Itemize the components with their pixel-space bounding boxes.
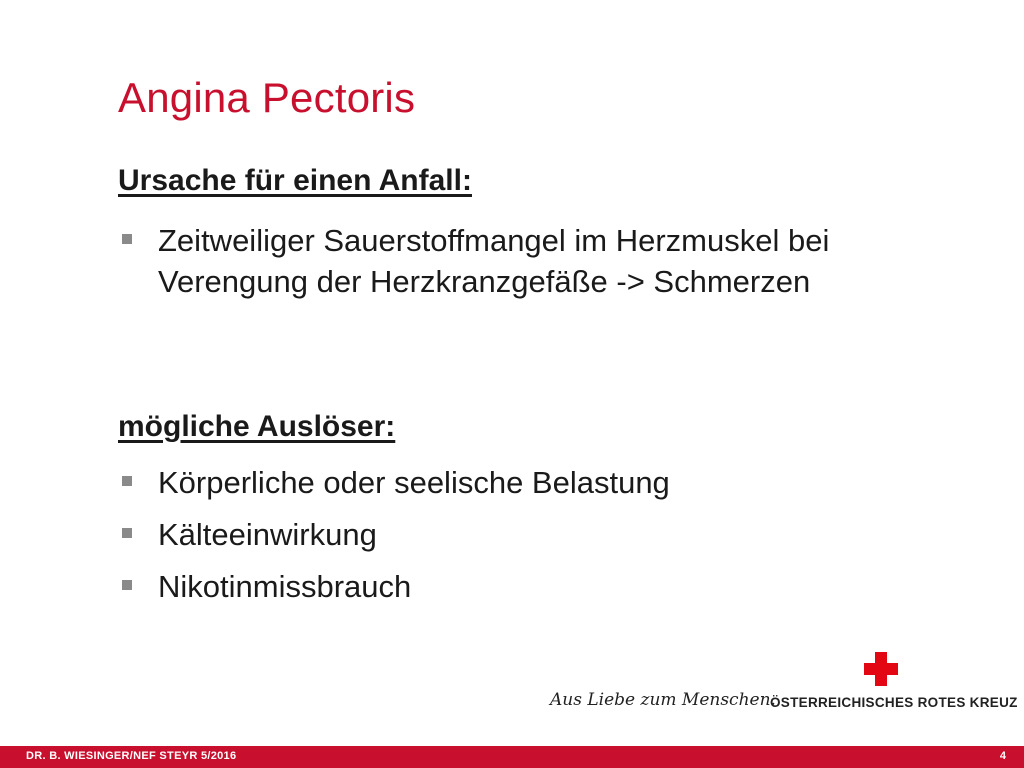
bullet-text: Kälteeinwirkung: [158, 517, 377, 552]
square-bullet-icon: [122, 234, 132, 244]
footer-author: DR. B. WIESINGER/NEF STEYR 5/2016: [26, 750, 237, 762]
organization-name: ÖSTERREICHISCHES ROTES KREUZ: [770, 695, 1018, 710]
section-heading-triggers: mögliche Auslöser:: [118, 410, 396, 443]
page-number: 4: [999, 750, 1006, 762]
bullet-text: Nikotinmissbrauch: [158, 569, 412, 604]
section-heading-cause: Ursache für einen Anfall:: [118, 164, 472, 197]
triggers-bullet-list: [118, 462, 918, 607]
slide-title: Angina Pectoris: [118, 74, 416, 121]
bullet-text: Körperliche oder seelische Belastung: [158, 465, 670, 500]
bullet-item: [118, 462, 918, 503]
cause-bullet-list: [118, 220, 918, 302]
square-bullet-icon: [122, 528, 132, 538]
red-cross-icon: [864, 652, 898, 686]
bullet-item: [118, 220, 898, 302]
bullet-item: [118, 566, 918, 607]
footer-bar: [0, 746, 1024, 768]
square-bullet-icon: [122, 580, 132, 590]
bullet-text: Zeitweiliger Sauerstoffmangel im Herzmuskel bei Verengung der Herzkranzgefäße -> Schmerzen: [158, 223, 830, 299]
square-bullet-icon: [122, 476, 132, 486]
slogan: Aus Liebe zum Menschen.: [550, 690, 776, 710]
bullet-item: [118, 514, 918, 555]
